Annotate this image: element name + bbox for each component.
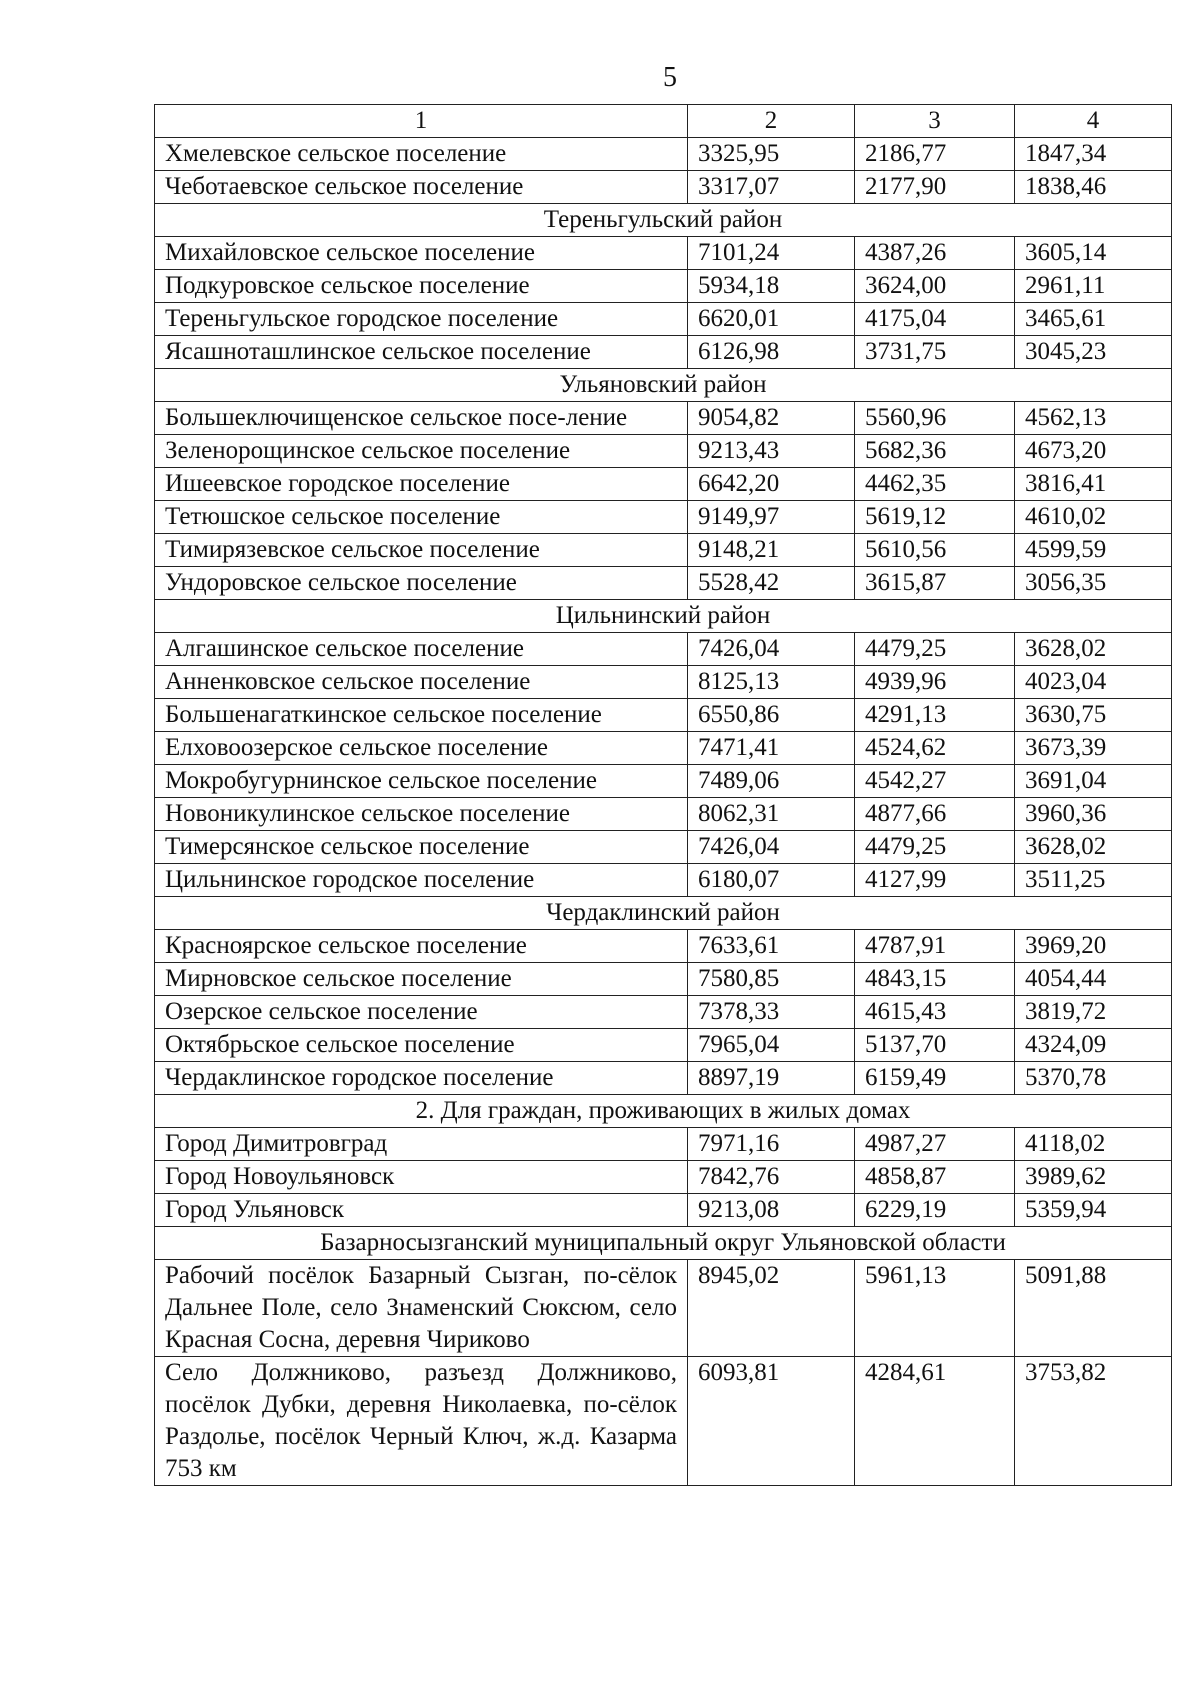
table-row [155,468,1172,501]
value-col-4: 3465,61 [1015,303,1172,336]
value-col-4: 4599,59 [1015,534,1172,567]
table-row [155,534,1172,567]
settlement-name: Тереньгульское городское поселение [155,303,688,336]
value-col-2: 7426,04 [688,633,855,666]
table-row [155,1161,1172,1194]
value-col-4: 4023,04 [1015,666,1172,699]
settlement-name: Подкуровское сельское поселение [155,270,688,303]
value-col-4: 3056,35 [1015,567,1172,600]
value-col-3: 2186,77 [855,138,1015,171]
settlement-name: Мокробугурнинское сельское поселение [155,765,688,798]
section-title: Базарносызганский муниципальный округ Ульяновской области [155,1227,1172,1260]
table-row [155,831,1172,864]
value-col-3: 4387,26 [855,237,1015,270]
section-title: Цильнинский район [155,600,1172,633]
section-row [155,204,1172,237]
value-col-3: 5619,12 [855,501,1015,534]
table-row [155,1062,1172,1095]
value-col-2: 7633,61 [688,930,855,963]
settlement-name: Новоникулинское сельское поселение [155,798,688,831]
section-title: Ульяновский район [155,369,1172,402]
value-col-4: 1847,34 [1015,138,1172,171]
column-header: 3 [855,105,1015,138]
value-col-2: 8125,13 [688,666,855,699]
column-header: 2 [688,105,855,138]
table-row [155,699,1172,732]
value-col-2: 7471,41 [688,732,855,765]
section-title: Чердаклинский район [155,897,1172,930]
value-col-4: 4054,44 [1015,963,1172,996]
table-row [155,138,1172,171]
value-col-4: 4673,20 [1015,435,1172,468]
settlement-name: Ундоровское сельское поселение [155,567,688,600]
settlement-name: Ишеевское городское поселение [155,468,688,501]
settlement-name: Тимерсянское сельское поселение [155,831,688,864]
value-col-4: 4610,02 [1015,501,1172,534]
value-col-4: 2961,11 [1015,270,1172,303]
value-col-2: 6620,01 [688,303,855,336]
value-col-3: 4284,61 [855,1357,1015,1486]
settlement-name: Зеленорощинское сельское поселение [155,435,688,468]
value-col-4: 3691,04 [1015,765,1172,798]
table-row [155,963,1172,996]
value-col-2: 6642,20 [688,468,855,501]
value-col-4: 5370,78 [1015,1062,1172,1095]
value-col-2: 5934,18 [688,270,855,303]
value-col-4: 3605,14 [1015,237,1172,270]
column-header: 1 [155,105,688,138]
settlement-name: Хмелевское сельское поселение [155,138,688,171]
table-row [155,765,1172,798]
value-col-2: 9213,08 [688,1194,855,1227]
table-row [155,1029,1172,1062]
value-col-2: 6093,81 [688,1357,855,1486]
section-row [155,600,1172,633]
value-col-2: 7965,04 [688,1029,855,1062]
value-col-4: 3816,41 [1015,468,1172,501]
value-col-4: 3628,02 [1015,633,1172,666]
value-col-4: 3045,23 [1015,336,1172,369]
value-col-4: 3511,25 [1015,864,1172,897]
value-col-2: 7101,24 [688,237,855,270]
value-col-3: 5610,56 [855,534,1015,567]
settlement-name: Цильнинское городское поселение [155,864,688,897]
value-col-2: 7842,76 [688,1161,855,1194]
table-row [155,1128,1172,1161]
settlement-name: Чердаклинское городское поселение [155,1062,688,1095]
value-col-4: 3989,62 [1015,1161,1172,1194]
value-col-3: 4462,35 [855,468,1015,501]
table-row [155,435,1172,468]
settlement-name: Анненковское сельское поселение [155,666,688,699]
value-col-2: 3317,07 [688,171,855,204]
settlement-name: Большенагаткинское сельское поселение [155,699,688,732]
value-col-4: 4562,13 [1015,402,1172,435]
table-row [155,567,1172,600]
settlement-name: Красноярское сельское поселение [155,930,688,963]
value-col-4: 4324,09 [1015,1029,1172,1062]
table-row [155,930,1172,963]
value-col-2: 7378,33 [688,996,855,1029]
table-row [155,501,1172,534]
table-row [155,633,1172,666]
settlement-name: Ясашноташлинское сельское поселение [155,336,688,369]
settlement-name: Тетюшское сельское поселение [155,501,688,534]
value-col-4: 4118,02 [1015,1128,1172,1161]
value-col-4: 3960,36 [1015,798,1172,831]
value-col-2: 9148,21 [688,534,855,567]
settlement-name: Город Ульяновск [155,1194,688,1227]
page-number: 5 [663,62,677,93]
settlement-name: Елховоозерское сельское поселение [155,732,688,765]
table-row [155,798,1172,831]
value-col-3: 4524,62 [855,732,1015,765]
value-col-2: 6180,07 [688,864,855,897]
settlement-name: Город Новоульяновск [155,1161,688,1194]
section-row [155,1095,1172,1128]
value-col-4: 3819,72 [1015,996,1172,1029]
table-row [155,402,1172,435]
table-row [155,864,1172,897]
value-col-2: 8945,02 [688,1260,855,1357]
value-col-3: 4877,66 [855,798,1015,831]
table-row [155,1357,1172,1486]
value-col-3: 4858,87 [855,1161,1015,1194]
value-col-3: 4939,96 [855,666,1015,699]
value-col-4: 3969,20 [1015,930,1172,963]
value-col-3: 3624,00 [855,270,1015,303]
column-header: 4 [1015,105,1172,138]
section-title: 2. Для граждан, проживающих в жилых домах [155,1095,1172,1128]
value-col-2: 7971,16 [688,1128,855,1161]
value-col-2: 7580,85 [688,963,855,996]
value-col-3: 5137,70 [855,1029,1015,1062]
table-row [155,1194,1172,1227]
value-col-4: 5359,94 [1015,1194,1172,1227]
value-col-3: 4615,43 [855,996,1015,1029]
tariff-table [154,104,1172,1486]
value-col-3: 3731,75 [855,336,1015,369]
settlement-name: Город Димитровград [155,1128,688,1161]
settlement-name: Село Должниково, разъезд Должниково, посёлок Дубки, деревня Николаевка, по-сёлок Раздолье, посёлок Черный Ключ, ж.д. Казарма 753 км [155,1357,688,1486]
value-col-3: 4787,91 [855,930,1015,963]
value-col-3: 4175,04 [855,303,1015,336]
table-row [155,237,1172,270]
value-col-2: 7489,06 [688,765,855,798]
value-col-4: 5091,88 [1015,1260,1172,1357]
value-col-3: 4542,27 [855,765,1015,798]
section-title: Тереньгульский район [155,204,1172,237]
value-col-2: 9054,82 [688,402,855,435]
value-col-4: 3630,75 [1015,699,1172,732]
value-col-4: 3673,39 [1015,732,1172,765]
value-col-4: 1838,46 [1015,171,1172,204]
section-row [155,1227,1172,1260]
settlement-name: Михайловское сельское поселение [155,237,688,270]
value-col-2: 7426,04 [688,831,855,864]
value-col-3: 4987,27 [855,1128,1015,1161]
value-col-2: 9149,97 [688,501,855,534]
value-col-3: 4843,15 [855,963,1015,996]
settlement-name: Алгашинское сельское поселение [155,633,688,666]
table-row [155,171,1172,204]
table-row [155,996,1172,1029]
value-col-3: 3615,87 [855,567,1015,600]
value-col-3: 4479,25 [855,831,1015,864]
value-col-2: 5528,42 [688,567,855,600]
value-col-2: 8062,31 [688,798,855,831]
value-col-4: 3628,02 [1015,831,1172,864]
table-row [155,732,1172,765]
value-col-2: 9213,43 [688,435,855,468]
value-col-3: 4291,13 [855,699,1015,732]
settlement-name: Чеботаевское сельское поселение [155,171,688,204]
section-row [155,369,1172,402]
value-col-3: 5682,36 [855,435,1015,468]
value-col-2: 3325,95 [688,138,855,171]
settlement-name: Большеключищенское сельское посе-ление [155,402,688,435]
value-col-3: 4127,99 [855,864,1015,897]
value-col-2: 6550,86 [688,699,855,732]
section-row [155,897,1172,930]
value-col-3: 4479,25 [855,633,1015,666]
settlement-name: Тимирязевское сельское поселение [155,534,688,567]
value-col-3: 5560,96 [855,402,1015,435]
table-row [155,303,1172,336]
column-number-row [155,105,1172,138]
table-row [155,336,1172,369]
value-col-4: 3753,82 [1015,1357,1172,1486]
value-col-2: 8897,19 [688,1062,855,1095]
table-row [155,1260,1172,1357]
table-body [155,105,1172,1486]
settlement-name: Октябрьское сельское поселение [155,1029,688,1062]
table-row [155,666,1172,699]
settlement-name: Озерское сельское поселение [155,996,688,1029]
table-row [155,270,1172,303]
value-col-3: 6159,49 [855,1062,1015,1095]
value-col-2: 6126,98 [688,336,855,369]
value-col-3: 5961,13 [855,1260,1015,1357]
settlement-name: Мирновское сельское поселение [155,963,688,996]
value-col-3: 6229,19 [855,1194,1015,1227]
settlement-name: Рабочий посёлок Базарный Сызган, по-сёлок Дальнее Поле, село Знаменский Сюксюм, село Красная Сосна, деревня Чириково [155,1260,688,1357]
value-col-3: 2177,90 [855,171,1015,204]
